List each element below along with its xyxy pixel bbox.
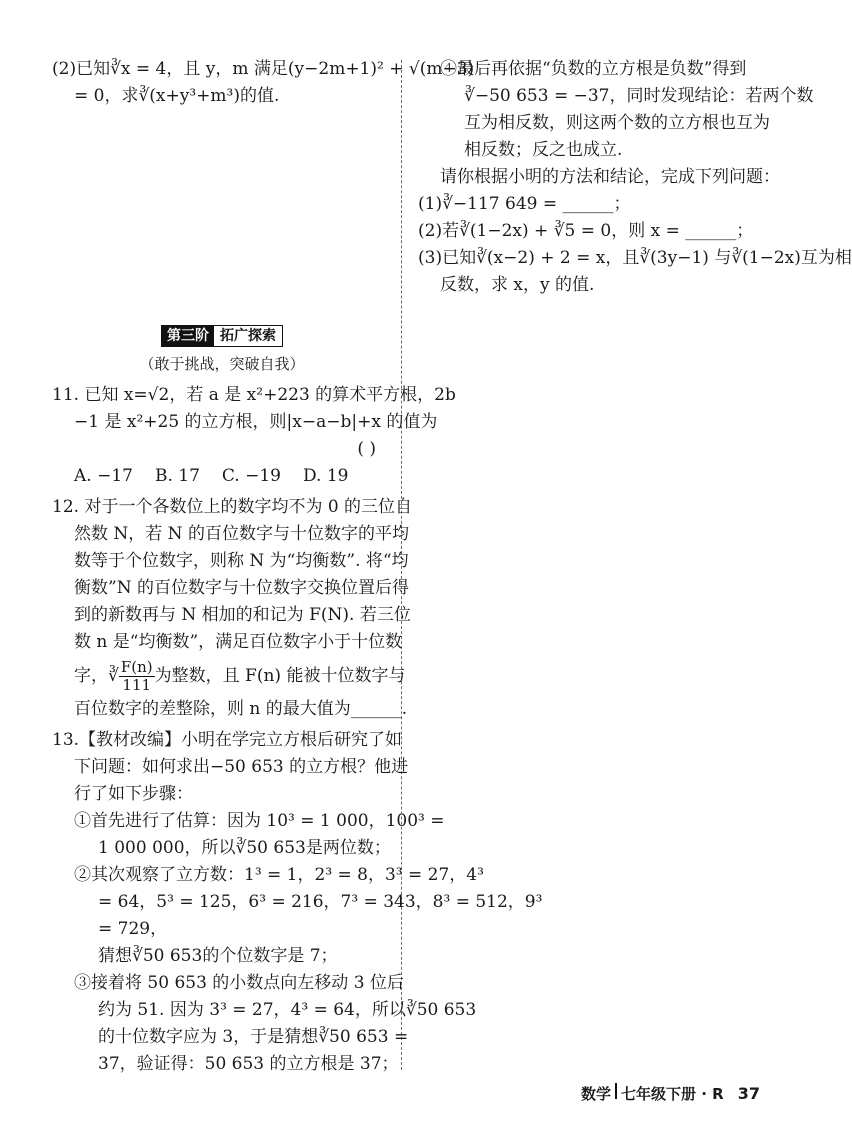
q13-part1: (1)∛−117 649 = ______； (418, 194, 631, 214)
choice-a: A. −17 (74, 466, 133, 486)
q13-step2-line4: 猜想∛50 653的个位数字是 7； (98, 946, 338, 966)
q11-line1: 11. 已知 x=√2，若 a 是 x²+223 的算术平方根，2b (52, 385, 456, 405)
q12-line4: 衡数”N 的百位数字与十位数字交换位置后得 (74, 578, 409, 598)
q13-step4-line4: 相反数；反之也成立. (464, 140, 623, 160)
page-footer (581, 1083, 760, 1104)
footer-subject: 数学 (581, 1085, 612, 1103)
q12-line3: 数等于个位数字，则称 N 为“均衡数”. 将“均 (74, 551, 409, 571)
q13-step4-line1: ④最后再依据“负数的立方根是负数”得到 (440, 59, 747, 79)
q13-part2: (2)若∛(1−2x) + ∛5 = 0，则 x = ______； (418, 221, 754, 241)
q11-choices (52, 463, 392, 490)
q12-line2: 然数 N，若 N 的百位数字与十位数字的平均 (74, 524, 409, 544)
footer-grade: 七年级下册 · R (621, 1085, 724, 1103)
q13-part3-line1: (3)已知∛(x−2) + 2 = x，且∛(3y−1) 与∛(1−2x)互为相 (418, 248, 852, 268)
fraction-denominator: 111 (122, 676, 152, 694)
q11-line2: −1 是 x²+25 的立方根，则|x−a−b|+x 的值为 (74, 412, 438, 432)
q13-line2: 下问题：如何求出−50 653 的立方根？他进 (74, 757, 409, 777)
q12-line7 (52, 656, 406, 696)
q12-line7-post: 为整数，且 F(n) 能被十位数字与 (154, 666, 406, 686)
q10-part2-line1: (2)已知∛x = 4，且 y，m 满足(y−2m+1)² + √(m−3) (52, 59, 475, 79)
choice-d: D. 19 (303, 466, 349, 486)
q13-line1: 13.【教材改编】小明在学完立方根后研究了如 (52, 730, 403, 750)
q12-line6: 数 n 是“均衡数”，满足百位数字小于十位数 (74, 632, 403, 652)
q13-part3-line2: 反数，求 x，y 的值. (440, 275, 595, 295)
q10-part2-line2: = 0，求∛(x+y³+m³)的值. (74, 86, 280, 106)
section-badge-dark: 第三阶 (162, 326, 214, 346)
q13-step3-line4: 37，验证得：50 653 的立方根是 37； (98, 1054, 399, 1074)
q13-step2-line1: ②其次观察了立方数：1³ = 1，2³ = 8，3³ = 27，4³ (74, 865, 484, 885)
q13-step3-line3: 的十位数字应为 3，于是猜想∛50 653 = (98, 1027, 409, 1047)
q12-line8: 百位数字的差整除，则 n 的最大值为______. (74, 699, 408, 719)
q12-line1: 12. 对于一个各数位上的数字均不为 0 的三位自 (52, 497, 413, 517)
footer-separator (615, 1083, 617, 1099)
q13-step3-line1: ③接着将 50 653 的小数点向左移动 3 位后 (74, 973, 404, 993)
fraction-numerator: F(n) (120, 658, 153, 676)
q13-prompt: 请你根据小明的方法和结论，完成下列问题： (440, 167, 780, 187)
q13-step2-line3: = 729， (98, 919, 168, 939)
q12-line5: 到的新数再与 N 相加的和记为 F(N). 若三位 (74, 605, 411, 625)
q13-step4-line2: ∛−50 653 = −37，同时发现结论：若两个数 (464, 86, 814, 106)
choice-b: B. 17 (154, 466, 200, 486)
q13-step2-line2: = 64，5³ = 125，6³ = 216，7³ = 343，8³ = 512，9³ (98, 892, 543, 912)
page-number: 37 (737, 1084, 760, 1103)
q11-answer-paren: ( ) (357, 439, 376, 459)
q13-step1-line1: ①首先进行了估算：因为 10³ = 1 000，100³ = (74, 811, 445, 831)
q12-line7-pre: 字，∛ (74, 666, 119, 686)
q13-step1-line2: 1 000 000，所以∛50 653是两位数； (98, 838, 391, 858)
section-header (52, 322, 392, 349)
section-badge-light: 拓广探索 (214, 326, 282, 346)
right-column (418, 56, 852, 299)
q12-fraction (119, 659, 155, 694)
answer-space (52, 110, 392, 322)
choice-c: C. −19 (221, 466, 281, 486)
section-badge (161, 325, 283, 347)
q13-step3-line2: 约为 51. 因为 3³ = 27，4³ = 64，所以∛50 653 (98, 1000, 477, 1020)
footer-book-label (581, 1083, 724, 1104)
section-subtitle: （敢于挑战，突破自我） (139, 355, 305, 373)
q13-step4-line3: 互为相反数，则这两个数的立方根也互为 (464, 113, 770, 133)
q13-line3: 行了如下步骤： (74, 784, 193, 804)
